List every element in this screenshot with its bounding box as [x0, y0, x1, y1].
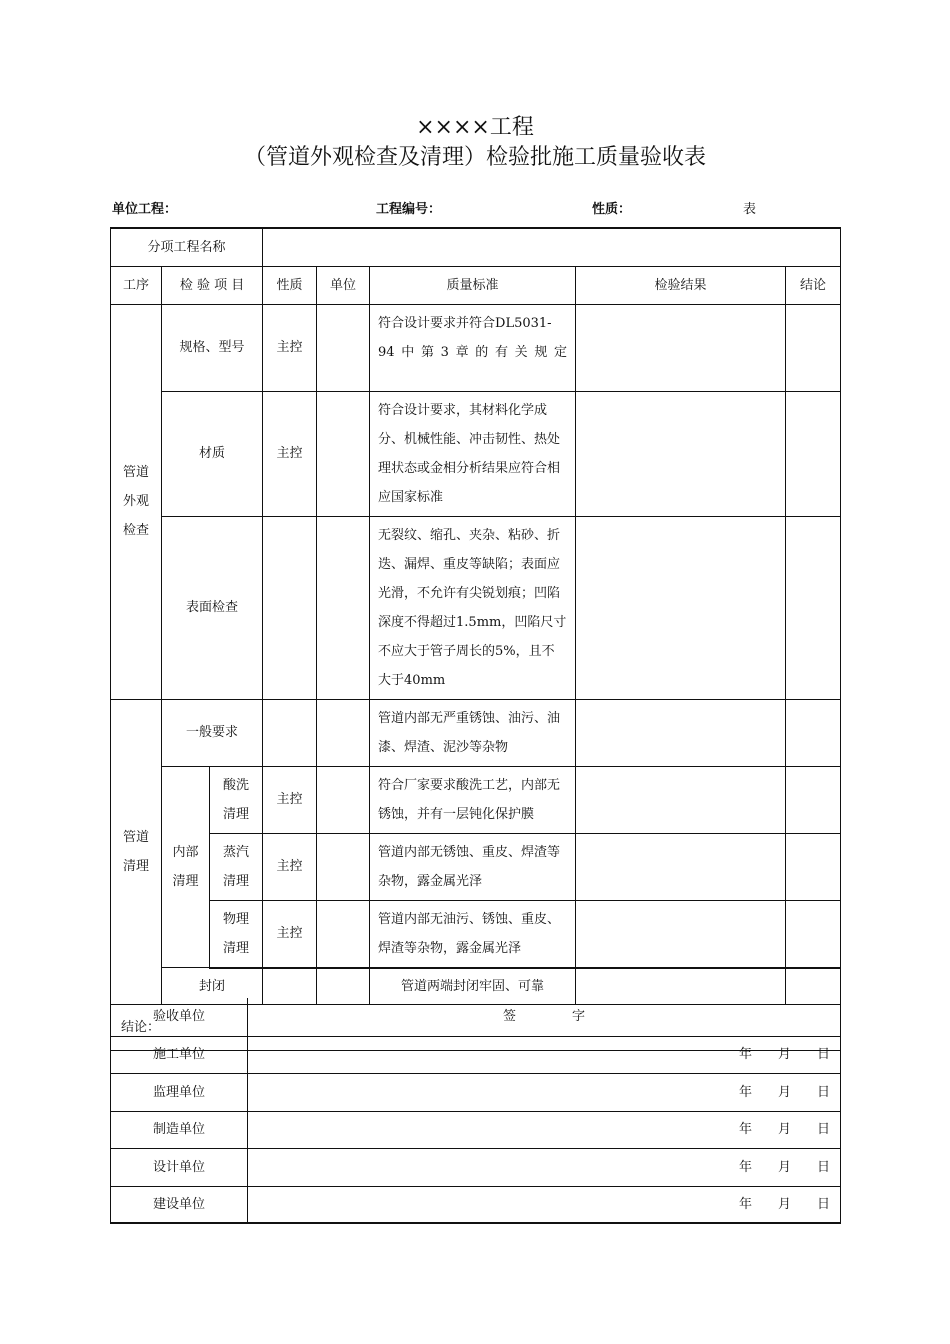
conclusion-steam[interactable] [786, 833, 841, 900]
group-appearance: 管道外观检查 [111, 304, 162, 699]
conclusion-surface[interactable] [786, 516, 841, 699]
unit-physical[interactable] [317, 900, 370, 968]
standard-steam: 管道内部无锈蚀、重皮、焊渣等杂物，露金属光泽 [370, 833, 576, 900]
sign-unit-construction: 施工单位 [111, 1036, 248, 1073]
table-label: 表 [743, 202, 757, 217]
nature-label: 性质： [592, 202, 632, 217]
sign-unit-header: 验收单位 [111, 998, 248, 1036]
month-label: 月 [777, 1196, 791, 1212]
sub-project-label: 分项工程名称 [111, 228, 263, 266]
nature-steam: 主控 [263, 833, 317, 900]
standard-physical: 管道内部无油污、锈蚀、重皮、焊渣等杂物，露金属光泽 [370, 900, 576, 968]
conclusion-general[interactable] [786, 699, 841, 766]
year-label: 年 [738, 1047, 752, 1062]
document-title: ××××工程 [416, 115, 534, 140]
sign-unit-design: 设计单位 [111, 1148, 248, 1186]
result-general[interactable] [576, 699, 786, 766]
unit-surface[interactable] [317, 516, 370, 699]
signature-table [110, 998, 841, 1224]
item-general: 一般要求 [162, 699, 263, 766]
project-no-label: 工程编号： [376, 202, 442, 217]
sign-header-char-1: 签 [502, 1009, 516, 1025]
sign-field-construction[interactable] [248, 1036, 841, 1073]
nature-physical: 主控 [263, 900, 317, 968]
nature-general [263, 699, 317, 766]
header-conclusion: 结论 [786, 266, 841, 304]
year-label: 年 [738, 1084, 752, 1100]
header-result: 检验结果 [576, 266, 786, 304]
day-label: 日 [816, 1084, 830, 1100]
unit-steam[interactable] [317, 833, 370, 900]
conclusion-physical[interactable] [786, 900, 841, 968]
sign-field-design[interactable] [248, 1148, 841, 1186]
day-label: 日 [816, 1122, 830, 1137]
conclusion-spec[interactable] [786, 304, 841, 391]
header-standard: 质量标准 [370, 266, 576, 304]
header-unit: 单位 [317, 266, 370, 304]
item-acid: 酸洗清理 [210, 766, 263, 833]
unit-project-label: 单位工程： [112, 202, 178, 217]
year-label: 年 [738, 1122, 752, 1137]
inspection-table [110, 227, 841, 1051]
nature-acid: 主控 [263, 766, 317, 833]
nature-spec: 主控 [263, 304, 317, 391]
result-spec[interactable] [576, 304, 786, 391]
header-item: 检 验 项 目 [162, 266, 263, 304]
result-physical[interactable] [576, 900, 786, 968]
sign-field-manufacture[interactable] [248, 1111, 841, 1148]
item-physical: 物理清理 [210, 900, 263, 968]
group-cleaning: 管道清理 [111, 699, 162, 1005]
standard-general: 管道内部无严重锈蚀、油污、油漆、焊渣、泥沙等杂物 [370, 699, 576, 766]
item-steam: 蒸汽清理 [210, 833, 263, 900]
result-acid[interactable] [576, 766, 786, 833]
day-label: 日 [816, 1196, 830, 1212]
item-spec: 规格、型号 [162, 304, 263, 391]
header-nature: 性质 [263, 266, 317, 304]
standard-seal: 管道两端封闭牢固、可靠 [370, 968, 576, 1005]
nature-material: 主控 [263, 391, 317, 516]
standard-acid: 符合厂家要求酸洗工艺，内部无锈蚀，并有一层钝化保护膜 [370, 766, 576, 833]
standard-surface: 无裂纹、缩孔、夹杂、粘砂、折迭、漏焊、重皮等缺陷；表面应光滑，不允许有尖锐划痕；凹陷深度不得超过1.5mm，凹陷尺寸不应大于管子周长的5%，且不大于40mm [370, 516, 576, 699]
conclusion-material[interactable] [786, 391, 841, 516]
year-label: 年 [738, 1159, 752, 1175]
unit-general[interactable] [317, 699, 370, 766]
item-seal: 封闭 [162, 968, 263, 1005]
month-label: 月 [777, 1084, 791, 1100]
result-steam[interactable] [576, 833, 786, 900]
sign-field-supervision[interactable] [248, 1073, 841, 1111]
year-label: 年 [738, 1196, 752, 1212]
unit-acid[interactable] [317, 766, 370, 833]
sub-project-value[interactable] [263, 228, 841, 266]
unit-spec[interactable] [317, 304, 370, 391]
day-label: 日 [816, 1047, 830, 1062]
group-internal-cleaning: 内部清理 [162, 766, 210, 968]
sign-unit-manufacture: 制造单位 [111, 1111, 248, 1148]
document-subtitle: （管道外观检查及清理）检验批施工质量验收表 [243, 145, 706, 170]
month-label: 月 [777, 1047, 791, 1062]
standard-material: 符合设计要求，其材料化学成分、机械性能、冲击韧性、热处理状态或金相分析结果应符合相应国家标准 [370, 391, 576, 516]
standard-spec: 符合设计要求并符合DL5031-94中第3章的有关规定 [370, 304, 576, 391]
day-label: 日 [816, 1159, 830, 1175]
unit-material[interactable] [317, 391, 370, 516]
conclusion-label: 结论： [121, 1020, 161, 1035]
sign-unit-owner: 建设单位 [111, 1186, 248, 1223]
sign-field-owner[interactable] [248, 1186, 841, 1223]
item-material: 材质 [162, 391, 263, 516]
nature-surface [263, 516, 317, 699]
result-surface[interactable] [576, 516, 786, 699]
result-material[interactable] [576, 391, 786, 516]
month-label: 月 [777, 1122, 791, 1137]
header-process: 工序 [111, 266, 162, 304]
item-surface: 表面检查 [162, 516, 263, 699]
sign-header-char-2: 字 [572, 1009, 586, 1025]
month-label: 月 [777, 1159, 791, 1175]
sign-unit-supervision: 监理单位 [111, 1073, 248, 1111]
sign-header [248, 998, 841, 1036]
conclusion-acid[interactable] [786, 766, 841, 833]
